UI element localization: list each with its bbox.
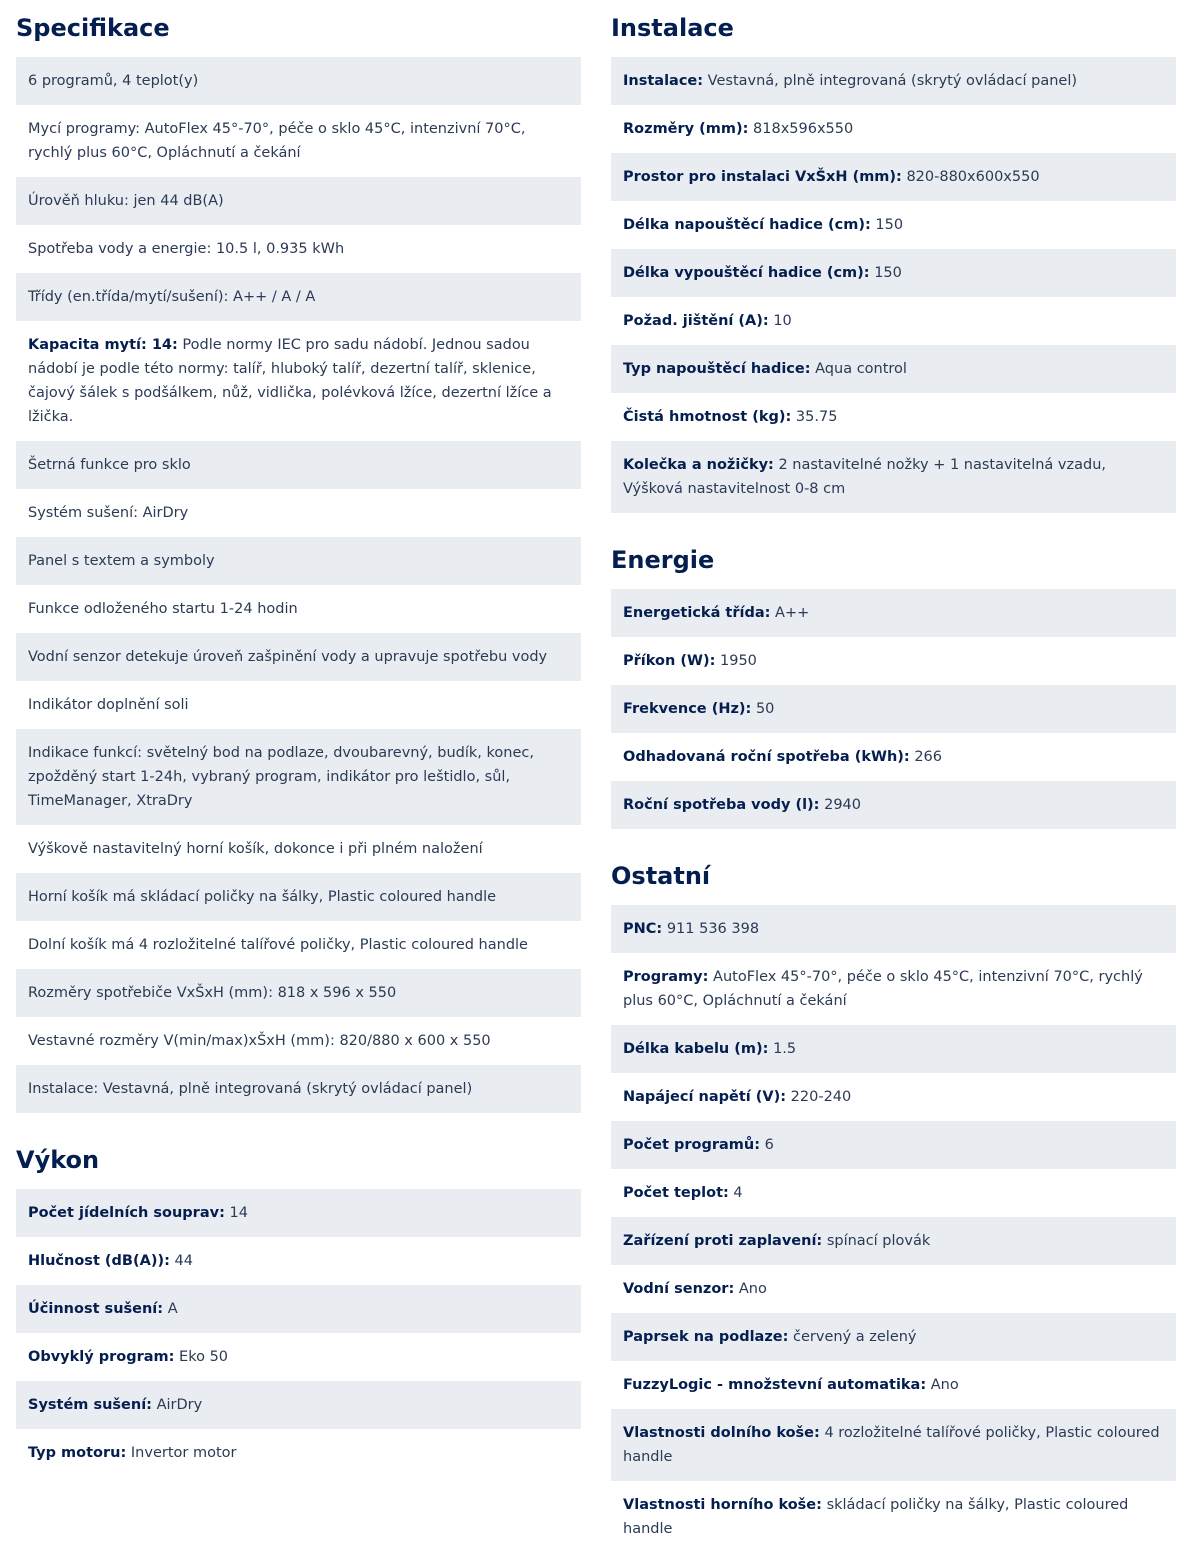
spec-row — [16, 873, 581, 921]
spec-label: Prostor pro instalaci VxŠxH (mm): — [623, 169, 902, 185]
spec-value: A — [167, 1301, 178, 1317]
spec-value: Podle normy IEC pro sadu nádobí. Jednou sadou nádobí je podle této normy: talíř, hluboký talíř, dezertní talíř, sklenice, čajový šálek s podšálkem, nůž, vidlička, polévková lžíce, dezertní lžíce a lžička. — [28, 337, 552, 425]
section-title-specifikace: Specifikace — [16, 14, 170, 42]
spec-row — [611, 1409, 1176, 1481]
spec-row — [16, 969, 581, 1017]
spec-label: Počet teplot: — [623, 1185, 729, 1201]
spec-value: Výškově nastavitelný horní košík, dokonce i při plném naložení — [28, 841, 483, 857]
spec-list-instalace — [611, 57, 1176, 513]
spec-row — [16, 489, 581, 537]
spec-row — [611, 1217, 1176, 1265]
spec-row — [16, 321, 581, 441]
spec-row — [16, 1065, 581, 1113]
spec-value: Invertor motor — [130, 1445, 237, 1461]
spec-label: Frekvence (Hz): — [623, 701, 752, 717]
spec-label: Energetická třída: — [623, 605, 771, 621]
spec-row — [611, 589, 1176, 637]
spec-label: Vodní senzor: — [623, 1281, 735, 1297]
spec-row — [611, 1025, 1176, 1073]
spec-row — [611, 297, 1176, 345]
spec-value: Vestavné rozměry V(min/max)xŠxH (mm): 820/880 x 600 x 550 — [28, 1033, 491, 1049]
spec-value: 150 — [874, 265, 902, 281]
section-title-instalace: Instalace — [611, 14, 734, 42]
spec-row — [611, 249, 1176, 297]
spec-row — [16, 441, 581, 489]
spec-value: Úrověň hluku: jen 44 dB(A) — [28, 193, 224, 209]
spec-value: 4 rozložitelné talířové poličky, Plastic coloured handle — [623, 1425, 1160, 1465]
spec-value: 6 programů, 4 teplot(y) — [28, 73, 199, 89]
spec-row — [16, 825, 581, 873]
spec-value: Horní košík má skládací poličky na šálky, Plastic coloured handle — [28, 889, 497, 905]
spec-value: 4 — [733, 1185, 743, 1201]
spec-label: Typ napouštěcí hadice: — [623, 361, 811, 377]
spec-row — [611, 57, 1176, 105]
spec-label: Kapacita mytí: 14: — [28, 337, 178, 353]
spec-label: Paprsek na podlaze: — [623, 1329, 789, 1345]
spec-label: Zařízení proti zaplavení: — [623, 1233, 823, 1249]
left-column — [16, 0, 581, 1477]
spec-row — [16, 537, 581, 585]
section-vykon — [16, 1113, 581, 1477]
spec-row — [16, 1333, 581, 1381]
section-title-energie: Energie — [611, 546, 715, 574]
spec-value: Vodní senzor detekuje úroveň zašpinění vody a upravuje spotřebu vody — [28, 649, 548, 665]
spec-value: skládací poličky na šálky, Plastic coloured handle — [623, 1497, 1129, 1537]
spec-value: 2940 — [824, 797, 861, 813]
spec-row — [16, 1189, 581, 1237]
spec-value: 266 — [914, 749, 943, 765]
spec-label: Hlučnost (dB(A)): — [28, 1253, 170, 1269]
section-title-ostatni: Ostatní — [611, 862, 711, 890]
spec-label: Systém sušení: — [28, 1397, 152, 1413]
spec-value: Vestavná, plně integrovaná (skrytý ovládací panel) — [707, 73, 1078, 89]
spec-value: Ano — [930, 1377, 959, 1393]
spec-label: Účinnost sušení: — [28, 1301, 164, 1317]
spec-value: Funkce odloženého startu 1-24 hodin — [28, 601, 298, 617]
spec-value: 818x596x550 — [753, 121, 854, 137]
section-specifikace — [16, 0, 581, 1113]
spec-value: 35.75 — [795, 409, 838, 425]
spec-row — [16, 921, 581, 969]
spec-value: AirDry — [156, 1397, 203, 1413]
section-ostatni — [611, 829, 1176, 1553]
spec-value: Ano — [738, 1281, 767, 1297]
spec-value: 1.5 — [773, 1041, 797, 1057]
spec-row — [16, 1285, 581, 1333]
spec-value: 820-880x600x550 — [906, 169, 1040, 185]
spec-value: Eko 50 — [179, 1349, 229, 1365]
spec-row — [611, 637, 1176, 685]
spec-row — [16, 729, 581, 825]
spec-label: Odhadovaná roční spotřeba (kWh): — [623, 749, 910, 765]
spec-row — [611, 345, 1176, 393]
spec-value: Systém sušení: AirDry — [28, 505, 189, 521]
spec-value: Panel s textem a symboly — [28, 553, 215, 569]
spec-value: červený a zelený — [793, 1329, 917, 1345]
section-energie — [611, 513, 1176, 829]
spec-row — [611, 441, 1176, 513]
spec-row — [16, 585, 581, 633]
spec-label: Délka napouštěcí hadice (cm): — [623, 217, 871, 233]
spec-list-ostatni — [611, 905, 1176, 1553]
spec-label: Typ motoru: — [28, 1445, 127, 1461]
spec-value: 14 — [229, 1205, 248, 1221]
spec-row — [16, 681, 581, 729]
spec-row — [611, 733, 1176, 781]
spec-row — [16, 633, 581, 681]
spec-value: Indikátor doplnění soli — [28, 697, 189, 713]
right-column — [611, 0, 1176, 1553]
spec-value: Dolní košík má 4 rozložitelné talířové poličky, Plastic coloured handle — [28, 937, 528, 953]
spec-row — [611, 1313, 1176, 1361]
spec-value: 10 — [773, 313, 792, 329]
spec-label: Programy: — [623, 969, 709, 985]
spec-label: Příkon (W): — [623, 653, 716, 669]
spec-row — [16, 105, 581, 177]
spec-value: AutoFlex 45°-70°, péče o sklo 45°C, intenzivní 70°C, rychlý plus 60°C, Opláchnutí a čekání — [623, 969, 1143, 1009]
spec-value: 150 — [875, 217, 904, 233]
spec-row — [16, 1237, 581, 1285]
spec-label: Počet jídelních souprav: — [28, 1205, 225, 1221]
spec-value: 44 — [174, 1253, 193, 1269]
spec-label: FuzzyLogic - množstevní automatika: — [623, 1377, 927, 1393]
spec-row — [16, 273, 581, 321]
spec-value: Rozměry spotřebiče VxŠxH (mm): 818 x 596 x 550 — [28, 985, 397, 1001]
spec-row — [16, 1429, 581, 1477]
spec-value: Šetrná funkce pro sklo — [28, 457, 191, 473]
spec-label: Vlastnosti dolního koše: — [623, 1425, 820, 1441]
spec-value: Aqua control — [815, 361, 907, 377]
spec-label: Požad. jištění (A): — [623, 313, 769, 329]
section-instalace — [611, 0, 1176, 513]
spec-value: Třídy (en.třída/mytí/sušení): A++ / A / A — [28, 289, 316, 305]
spec-row — [611, 201, 1176, 249]
spec-label: Vlastnosti horního koše: — [623, 1497, 822, 1513]
spec-row — [16, 225, 581, 273]
spec-row — [16, 57, 581, 105]
spec-value: 911 536 398 — [666, 921, 760, 937]
spec-row — [16, 1381, 581, 1429]
spec-row — [611, 781, 1176, 829]
spec-row — [611, 153, 1176, 201]
spec-label: Napájecí napětí (V): — [623, 1089, 787, 1105]
spec-value: 220-240 — [790, 1089, 852, 1105]
spec-list-specifikace — [16, 57, 581, 1113]
spec-value: Indikace funkcí: světelný bod na podlaze, dvoubarevný, budík, konec, zpožděný start 1-24h, vybraný program, indikátor pro leštidlo, sůl, TimeManager, XtraDry — [28, 745, 534, 809]
spec-list-energie — [611, 589, 1176, 829]
spec-row — [611, 905, 1176, 953]
spec-row — [611, 1481, 1176, 1553]
spec-label: Instalace: — [623, 73, 704, 89]
spec-value: Spotřeba vody a energie: 10.5 l, 0.935 kWh — [28, 241, 345, 257]
spec-value: Instalace: Vestavná, plně integrovaná (skrytý ovládací panel) — [28, 1081, 473, 1097]
spec-row — [611, 685, 1176, 733]
spec-row — [611, 1169, 1176, 1217]
spec-value: 1950 — [720, 653, 757, 669]
spec-row — [16, 1017, 581, 1065]
spec-row — [16, 177, 581, 225]
spec-value: 6 — [764, 1137, 774, 1153]
spec-label: Počet programů: — [623, 1137, 761, 1153]
spec-value: Mycí programy: AutoFlex 45°-70°, péče o sklo 45°C, intenzivní 70°C, rychlý plus 60°C, Opláchnutí a čekání — [28, 121, 526, 161]
spec-row — [611, 1073, 1176, 1121]
spec-label: Čistá hmotnost (kg): — [623, 409, 792, 425]
spec-value: spínací plovák — [826, 1233, 931, 1249]
spec-row — [611, 1265, 1176, 1313]
spec-list-vykon — [16, 1189, 581, 1477]
spec-value: 50 — [755, 701, 775, 717]
spec-label: PNC: — [623, 921, 663, 937]
spec-row — [611, 1361, 1176, 1409]
section-title-vykon: Výkon — [16, 1146, 100, 1174]
spec-label: Obvyklý program: — [28, 1349, 175, 1365]
spec-label: Délka kabelu (m): — [623, 1041, 769, 1057]
spec-row — [611, 1121, 1176, 1169]
spec-row — [611, 105, 1176, 153]
spec-value: A++ — [775, 605, 810, 621]
spec-label: Rozměry (mm): — [623, 121, 749, 137]
spec-row — [611, 953, 1176, 1025]
spec-label: Kolečka a nožičky: — [623, 457, 774, 473]
spec-row — [611, 393, 1176, 441]
spec-value: 2 nastavitelné nožky + 1 nastavitelná vzadu, Výšková nastavitelnost 0-8 cm — [623, 457, 1106, 497]
spec-label: Roční spotřeba vody (l): — [623, 797, 820, 813]
spec-label: Délka vypouštěcí hadice (cm): — [623, 265, 870, 281]
